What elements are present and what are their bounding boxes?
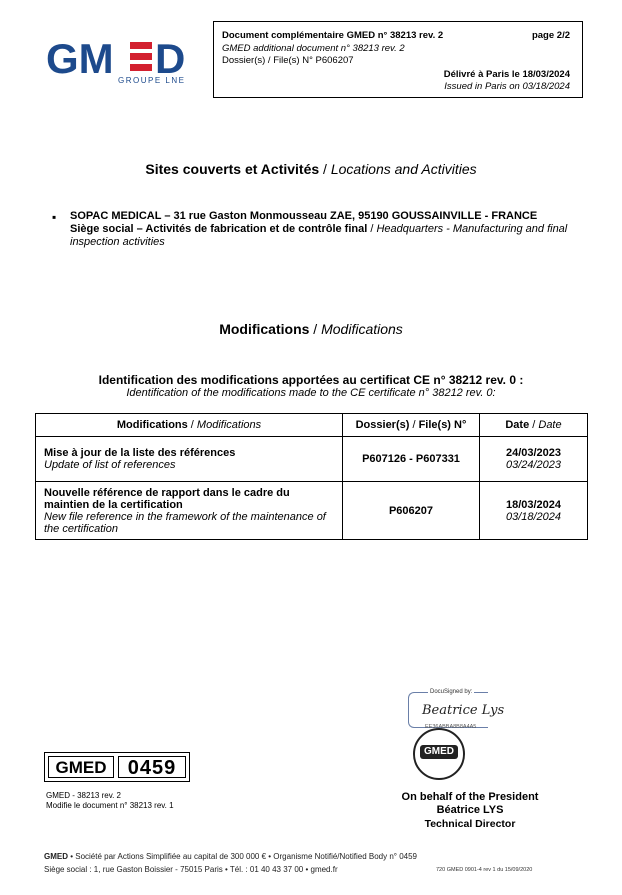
on-behalf-text: On behalf of the President xyxy=(401,791,539,803)
mark-label: GMED xyxy=(48,756,114,778)
header-issued-en: Issued in Paris on 03/18/2024 xyxy=(444,81,570,92)
modifications-title-sep: / xyxy=(309,321,322,337)
row-file: P607126 - P607331 xyxy=(343,437,480,482)
header-modifications xyxy=(36,414,343,437)
footer-line-1 xyxy=(44,852,417,861)
footer-line-2: Siège social : 1, rue Gaston Boissier - 75015 Paris • Tél. : 01 40 43 37 00 • gmed.fr xyxy=(44,865,338,874)
header-mod-en: Modifications xyxy=(196,419,262,431)
header-date-sep: / xyxy=(529,419,539,431)
notified-body-mark xyxy=(44,752,190,782)
site-company: SOPAC MEDICAL – 31 rue Gaston Monmousseau ZAE, 95190 GOUSSAINVILLE - FRANCE xyxy=(70,210,538,222)
site-activity xyxy=(70,223,590,249)
header-doc-en: GMED additional document n° 38213 rev. 2 xyxy=(222,43,405,54)
footer-line-1-text: • Société par Actions Simplifiée au capital de 300 000 € • Organisme Notifié/Notified Body n° 0459 xyxy=(68,852,417,861)
header-file-en: File(s) N° xyxy=(418,419,467,431)
table-row xyxy=(36,437,588,482)
logo-e-bar-top xyxy=(130,42,152,49)
row-description xyxy=(36,437,343,482)
site-activity-en: Headquarters - Manufacturing and final inspection activities xyxy=(70,223,568,248)
header-dossier: Dossier(s) / File(s) N° P606207 xyxy=(222,55,354,66)
site-entry xyxy=(70,210,590,249)
docusign-id: EE36ABBA8B8A4A5 xyxy=(425,724,477,730)
mark-ref-2: Modifie le document n° 38213 rev. 1 xyxy=(46,801,174,810)
mark-ref-1: GMED - 38213 rev. 2 xyxy=(46,791,121,800)
handwritten-signature: Beatrice Lys xyxy=(422,703,505,718)
logo-gm-text: GM xyxy=(46,38,114,78)
header-doc-fr: Document complémentaire GMED n° 38213 rev. 2 xyxy=(222,30,444,41)
signatory-role: Technical Director xyxy=(424,818,516,830)
row-desc-en: New file reference in the framework of the maintenance of the certification xyxy=(44,510,326,535)
site-bullet: ▪ xyxy=(52,210,57,224)
footer-form-ref: 720 GMED 0901-4 rev 1 du 15/09/2020 xyxy=(436,867,533,873)
modifications-title xyxy=(0,321,622,337)
ident-fr: Identification des modifications apportées au certificat CE n° 38212 rev. 0 : xyxy=(98,373,524,387)
header-file-sep: / xyxy=(409,419,419,431)
footer-brand: GMED xyxy=(44,852,68,861)
sites-title-fr: Sites couverts et Activités xyxy=(145,161,320,177)
ident-en: Identification of the modifications made to the CE certificate n° 38212 rev. 0: xyxy=(126,387,496,399)
logo-e-bar-mid xyxy=(130,53,152,60)
signatory-name: Béatrice LYS xyxy=(436,804,504,816)
row-date xyxy=(480,482,588,540)
table-row xyxy=(36,482,588,540)
modifications-identification xyxy=(0,374,622,400)
gmed-logo-mark xyxy=(46,38,196,78)
modifications-title-fr: Modifications xyxy=(219,321,310,337)
document-header-box xyxy=(213,21,583,98)
row-date-en: 03/24/2023 xyxy=(505,459,562,471)
header-date-fr: Date xyxy=(505,419,530,431)
sites-title-sep: / xyxy=(319,161,331,177)
site-activity-sep: / xyxy=(367,223,377,235)
mark-number: 0459 xyxy=(118,756,186,778)
logo-subtitle: GROUPE LNE xyxy=(118,76,186,85)
header-file xyxy=(343,414,480,437)
row-desc-fr: Nouvelle référence de rapport dans le cadre du maintien de la certification xyxy=(44,486,290,511)
logo-d-text: D xyxy=(155,38,186,78)
header-issued-fr: Délivré à Paris le 18/03/2024 xyxy=(443,69,570,80)
header-mod-fr: Modifications xyxy=(116,419,188,431)
header-mod-sep: / xyxy=(187,419,197,431)
header-file-fr: Dossier(s) xyxy=(355,419,410,431)
modifications-table xyxy=(35,413,588,540)
site-activity-fr: Siège social – Activités de fabrication et de contrôle final xyxy=(70,223,368,235)
docusign-label: DocuSigned by: xyxy=(430,689,473,695)
row-date-en: 03/18/2024 xyxy=(505,510,562,523)
logo-e-bar-bottom xyxy=(130,64,152,71)
row-desc-fr: Mise à jour de la liste des références xyxy=(44,447,236,459)
row-date-fr: 24/03/2023 xyxy=(505,447,562,459)
row-date xyxy=(480,437,588,482)
sites-title xyxy=(0,161,622,177)
row-desc-en: Update of list of references xyxy=(44,459,176,471)
modifications-title-en: Modifications xyxy=(321,321,403,337)
row-description xyxy=(36,482,343,540)
seal-label: GMED xyxy=(420,745,458,759)
row-date-fr: 18/03/2024 xyxy=(505,498,562,511)
table-header-row xyxy=(36,414,588,437)
row-file: P606207 xyxy=(343,482,480,540)
header-date-en: Date xyxy=(538,419,562,431)
header-page-number: page 2/2 xyxy=(531,30,570,41)
gmed-logo xyxy=(46,38,196,88)
header-date xyxy=(480,414,588,437)
sites-title-en: Locations and Activities xyxy=(330,161,477,177)
